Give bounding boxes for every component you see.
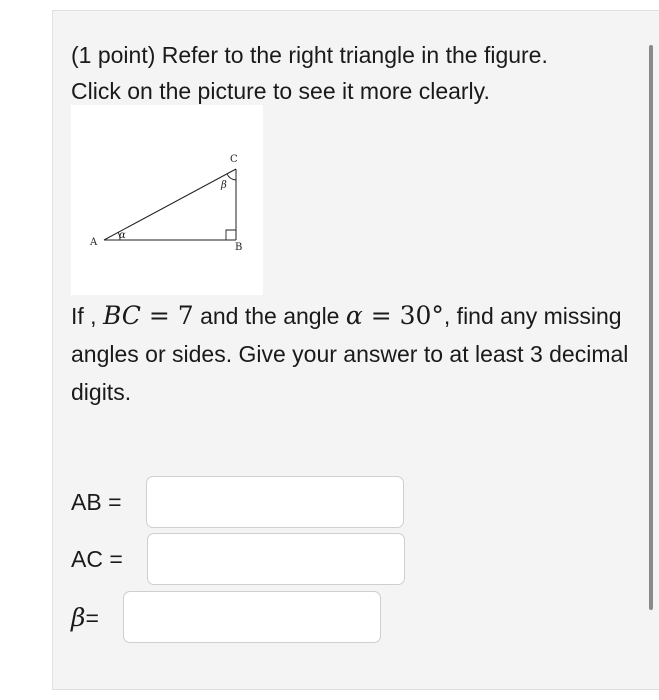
question-line-1: (1 point) Refer to the right triangle in the figure. <box>71 42 548 68</box>
vertex-label-b: B <box>235 242 243 253</box>
triangle-figure[interactable] <box>71 105 263 295</box>
problem-mid-text: and the angle <box>200 303 340 329</box>
scrollbar[interactable] <box>649 45 653 610</box>
triangle-diagram <box>71 105 263 295</box>
angle-label-beta: β <box>221 180 227 191</box>
problem-suffix: , find any missing angles or sides. Give your answer to at least 3 decimal digits. <box>71 303 629 405</box>
problem-statement <box>71 297 646 411</box>
question-card <box>52 10 659 690</box>
beta-label <box>71 603 123 632</box>
question-line-2: Click on the picture to see it more clearly. <box>71 78 490 104</box>
alpha-equation: = 30° <box>362 301 444 330</box>
ab-answer-input[interactable] <box>146 476 404 528</box>
question-text <box>71 37 641 109</box>
beta-symbol: β <box>71 602 86 632</box>
beta-arc <box>227 174 236 180</box>
right-angle-marker <box>226 230 236 240</box>
angle-label-alpha: α <box>119 230 126 241</box>
answer-row-beta <box>71 591 381 643</box>
beta-equals: = <box>85 604 99 631</box>
bc-variable: BC <box>102 301 141 330</box>
alpha-variable: α <box>345 301 363 330</box>
beta-answer-input[interactable] <box>123 591 381 643</box>
vertex-label-c: C <box>230 154 238 165</box>
bc-equation: = 7 <box>140 301 194 330</box>
answer-row-ab <box>71 476 404 528</box>
problem-prefix: If , <box>71 303 97 329</box>
ac-answer-input[interactable] <box>147 533 405 585</box>
ac-label: AC = <box>71 545 123 572</box>
answer-row-ac <box>71 533 405 585</box>
ab-label: AB = <box>71 488 122 515</box>
vertex-label-a: A <box>90 237 98 248</box>
